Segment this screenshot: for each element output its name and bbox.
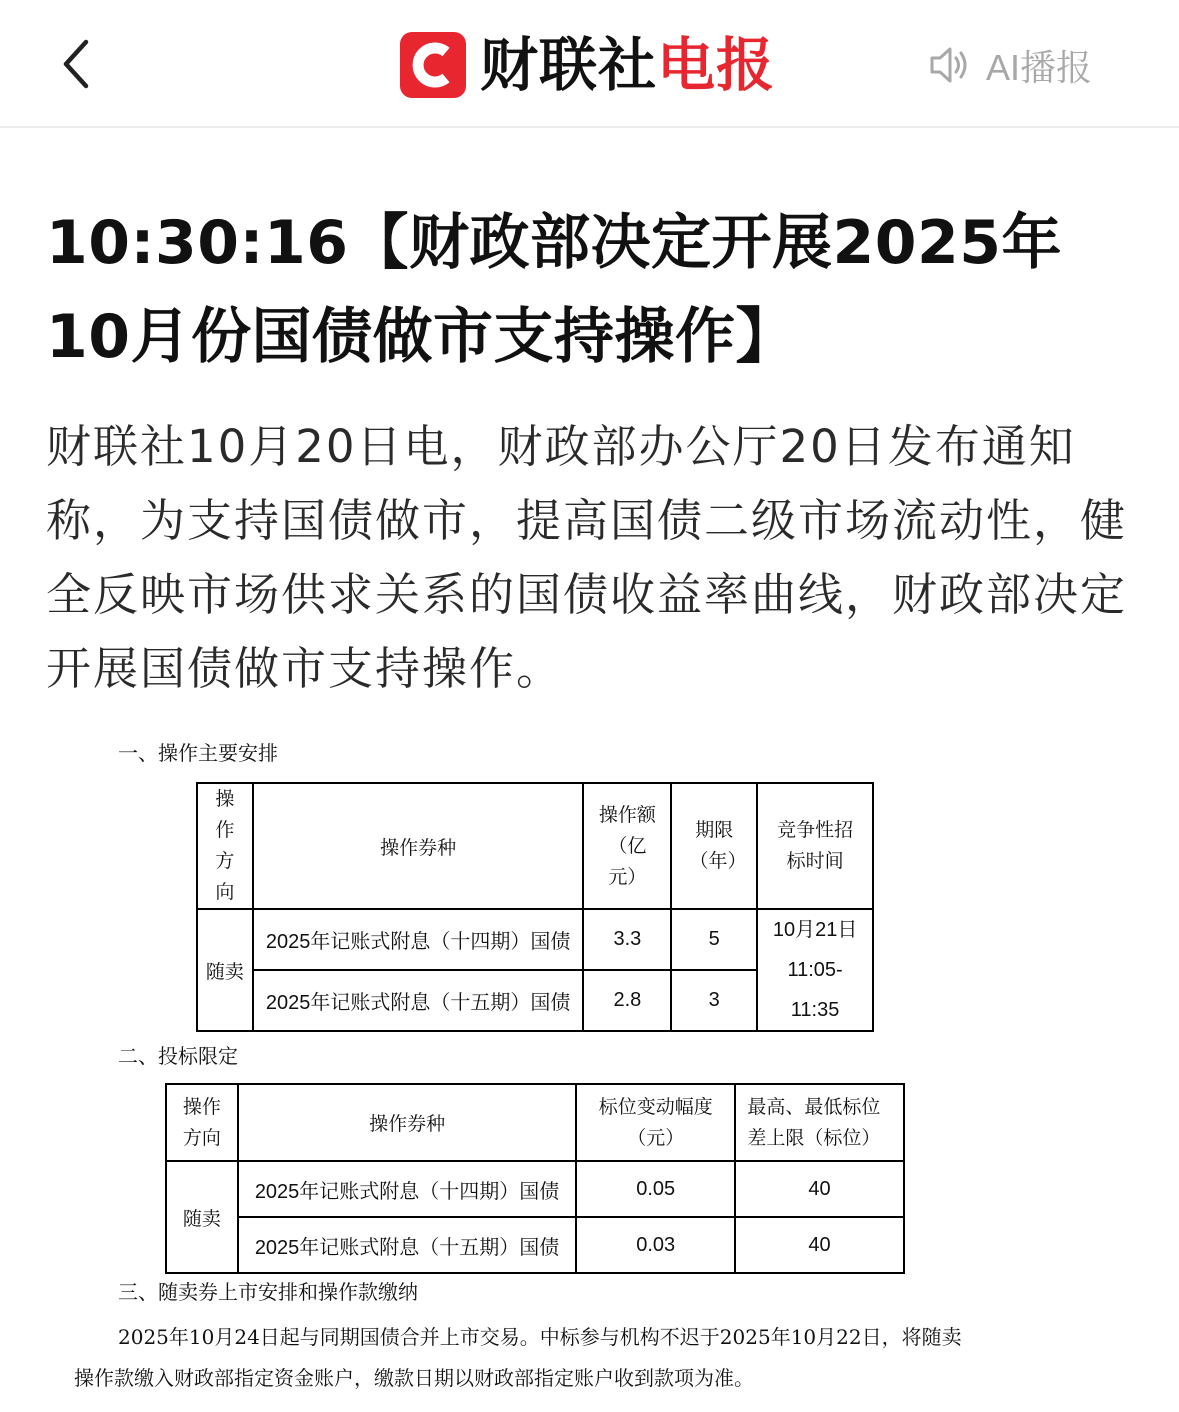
bid-limit-table <box>165 1083 905 1274</box>
cell-amount: 3.3 <box>583 909 671 970</box>
table-row <box>166 1161 904 1217</box>
article-headline: 10:30:16【财政部决定开展2025年10月份国债做市支持操作】 <box>46 208 1062 372</box>
logo-c-glyph <box>400 32 466 98</box>
top-bar <box>0 0 1179 128</box>
logo-mark <box>400 32 466 98</box>
logo-text-red: 电报 <box>657 31 776 99</box>
section-2-title: 二、投标限定 <box>118 1044 238 1068</box>
cell-direction: 随卖 <box>197 909 253 1031</box>
section-3-paragraph-line-2: 操作款缴入财政部指定资金账户，缴款日期以财政部指定账户收到款项为准。 <box>74 1366 754 1390</box>
header-range: 标位变动幅度（元） <box>576 1084 735 1161</box>
cell-term: 3 <box>671 970 757 1031</box>
table-header-row <box>197 783 873 909</box>
app-logo <box>400 30 775 100</box>
bid-time-line: 11:05- <box>787 959 843 981</box>
cell-bond: 2025年记账式附息（十四期）国债 <box>238 1161 576 1217</box>
ai-broadcast-button[interactable] <box>926 40 1092 90</box>
header-limit: 最高、最低标位差上限（标位） <box>735 1084 904 1161</box>
header-time: 竞争性招标时间 <box>757 783 873 909</box>
back-button[interactable] <box>52 36 100 92</box>
logo-wordmark <box>480 30 775 100</box>
header-direction: 操作方向 <box>166 1084 238 1161</box>
header-amount: 操作额（亿元） <box>583 783 671 909</box>
table-header-row <box>166 1084 904 1161</box>
cell-bond: 2025年记账式附息（十四期）国债 <box>253 909 584 970</box>
article-lead: 财联社10月20日电，财政部办公厅20日发布通知称，为支持国债做市，提高国债二级市场流动性，健全反映市场供求关系的国债收益率曲线，财政部决定开展国债做市支持操作。 <box>46 420 1128 695</box>
cell-range: 0.05 <box>576 1161 735 1217</box>
header-bond: 操作券种 <box>238 1084 576 1161</box>
table-row <box>197 909 873 970</box>
cell-limit: 40 <box>735 1161 904 1217</box>
cell-amount: 2.8 <box>583 970 671 1031</box>
cell-bond: 2025年记账式附息（十五期）国债 <box>238 1217 576 1273</box>
section-1-title: 一、操作主要安排 <box>118 741 278 765</box>
header-term: 期限（年） <box>671 783 757 909</box>
speaker-icon <box>926 42 972 88</box>
logo-text-black: 财联社 <box>480 31 658 99</box>
header-bond: 操作券种 <box>253 783 584 909</box>
cell-direction: 随卖 <box>166 1161 238 1273</box>
section-3-paragraph-line-1: 2025年10月24日起与同期国债合并上市交易。中标参与机构不迟于2025年10月22日，将随卖 <box>118 1325 962 1349</box>
operation-table <box>196 782 874 1032</box>
cell-bond: 2025年记账式附息（十五期）国债 <box>253 970 584 1031</box>
section-3-title: 三、随卖券上市安排和操作款缴纳 <box>118 1280 418 1304</box>
cell-bid-time <box>757 909 873 1031</box>
header-direction: 操作方向 <box>197 783 253 909</box>
bid-time-line: 11:35 <box>790 999 840 1021</box>
table-row <box>166 1217 904 1273</box>
ai-broadcast-label: AI播报 <box>986 46 1093 88</box>
cell-range: 0.03 <box>576 1217 735 1273</box>
bid-time-line: 10月21日 <box>772 919 858 941</box>
chevron-left-icon <box>52 36 100 92</box>
cell-term: 5 <box>671 909 757 970</box>
cell-limit: 40 <box>735 1217 904 1273</box>
